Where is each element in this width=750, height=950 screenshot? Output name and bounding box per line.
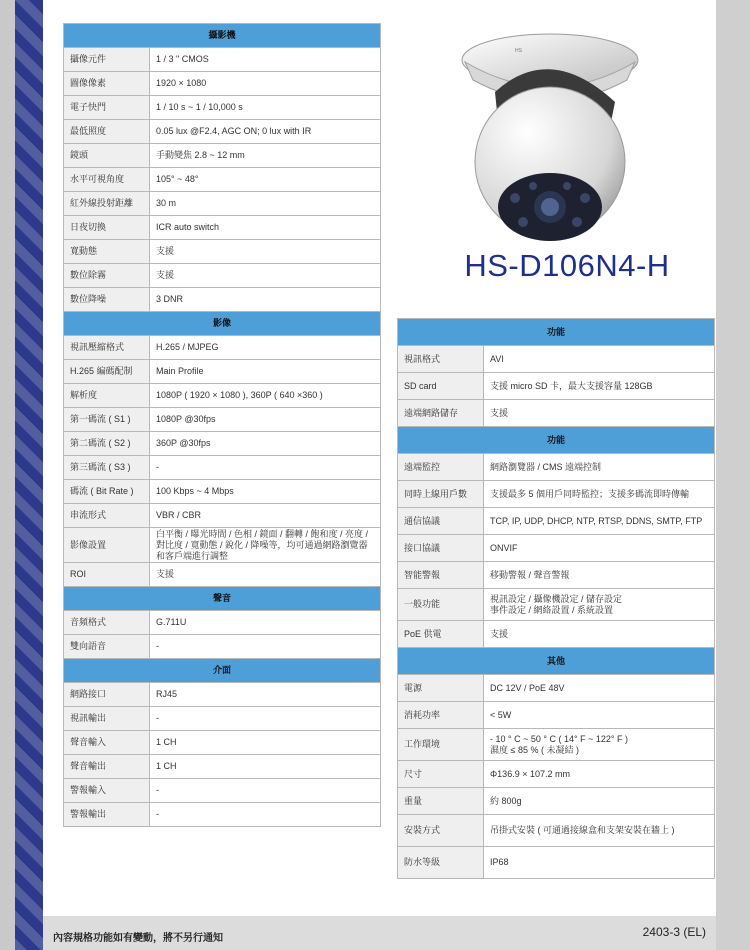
spec-label: 鏡頭 [64, 144, 150, 168]
spec-row [64, 168, 381, 192]
spec-label: 同時上線用戶數 [398, 481, 484, 508]
spec-value: - [150, 635, 381, 659]
spec-value: - [150, 707, 381, 731]
spec-label: 雙向語音 [64, 635, 150, 659]
spec-row [64, 635, 381, 659]
spec-value: 視訊設定 / 攝像機設定 / 儲存設定 事件設定 / 網絡設置 / 系統設置 [484, 589, 715, 621]
section-header [398, 648, 715, 675]
page-right-margin [716, 0, 750, 950]
section-title: 其他 [398, 648, 715, 675]
spec-label: 通信協議 [398, 508, 484, 535]
section-title: 功能 [398, 319, 715, 346]
spec-label: H.265 編碼配制 [64, 360, 150, 384]
spec-row [64, 192, 381, 216]
spec-value: 1 CH [150, 755, 381, 779]
spec-row [398, 761, 715, 788]
spec-value: 白平衡 / 曝光時間 / 色相 / 鏡面 / 翻轉 / 飽和度 / 亮度 / 對比度 / 寬動態 / 銳化 / 降噪等，均可通過網路瀏覽器和客戶端進行調整 [150, 528, 381, 563]
section-title: 攝影機 [64, 24, 381, 48]
section-title: 聲音 [64, 587, 381, 611]
section-title: 功能 [398, 427, 715, 454]
spec-label: 智能警報 [398, 562, 484, 589]
spec-label: 重量 [398, 788, 484, 815]
page-left-margin [0, 0, 15, 950]
spec-label: 聲音輸出 [64, 755, 150, 779]
spec-value: - [150, 456, 381, 480]
spec-label: ROI [64, 563, 150, 587]
spec-row [64, 216, 381, 240]
svg-text:HS: HS [515, 48, 522, 54]
spec-row [398, 589, 715, 621]
spec-row [64, 384, 381, 408]
spec-row [64, 432, 381, 456]
spec-value: 105° ~ 48° [150, 168, 381, 192]
spec-row [64, 504, 381, 528]
section-header [398, 427, 715, 454]
spec-row [398, 788, 715, 815]
section-title: 介面 [64, 659, 381, 683]
spec-value: AVI [484, 346, 715, 373]
spec-label: 警報輸出 [64, 803, 150, 827]
spec-label: 遠端監控 [398, 454, 484, 481]
spec-row [64, 408, 381, 432]
spec-label: 解析度 [64, 384, 150, 408]
spec-value: 100 Kbps ~ 4 Mbps [150, 480, 381, 504]
spec-label: 電源 [398, 675, 484, 702]
spec-label: 網路接口 [64, 683, 150, 707]
section-title: 影像 [64, 312, 381, 336]
spec-label: 第一碼流 ( S1 ) [64, 408, 150, 432]
spec-value: G.711U [150, 611, 381, 635]
spec-value: 支援 [484, 400, 715, 427]
spec-value: H.265 / MJPEG [150, 336, 381, 360]
spec-label: 視訊壓縮格式 [64, 336, 150, 360]
spec-row [64, 683, 381, 707]
spec-row [64, 563, 381, 587]
spec-row [398, 535, 715, 562]
spec-row [398, 373, 715, 400]
spec-value: RJ45 [150, 683, 381, 707]
spec-label: 碼流 ( Bit Rate ) [64, 480, 150, 504]
spec-row [64, 731, 381, 755]
spec-label: 警報輸入 [64, 779, 150, 803]
spec-value: 手動變焦 2.8 ~ 12 mm [150, 144, 381, 168]
spec-value: 移動警報 / 聲音警報 [484, 562, 715, 589]
spec-value: 1 / 3 " CMOS [150, 48, 381, 72]
spec-value: 支援最多 5 個用戶同時監控；支援多碼流即時傳輸 [484, 481, 715, 508]
spec-value: 1080P ( 1920 × 1080 ), 360P ( 640 ×360 ) [150, 384, 381, 408]
spec-value: TCP, IP, UDP, DHCP, NTP, RTSP, DDNS, SMTP, FTP [484, 508, 715, 535]
spec-label: 工作環境 [398, 729, 484, 761]
spec-row [398, 702, 715, 729]
footer-code: 2403-3 (EL) [642, 925, 706, 939]
spec-label: 數位除霧 [64, 264, 150, 288]
spec-row [64, 264, 381, 288]
spec-row [398, 400, 715, 427]
spec-row [398, 847, 715, 879]
spec-value: 支援 micro SD 卡，最大支援容量 128GB [484, 373, 715, 400]
spec-label: 音頻格式 [64, 611, 150, 635]
spec-label: 攝像元件 [64, 48, 150, 72]
spec-label: 視訊輸出 [64, 707, 150, 731]
spec-label: 紅外線投射距離 [64, 192, 150, 216]
spec-row [64, 144, 381, 168]
spec-value: Φ136.9 × 107.2 mm [484, 761, 715, 788]
spec-label: 日夜切換 [64, 216, 150, 240]
spec-value: < 5W [484, 702, 715, 729]
spec-label: 第二碼流 ( S2 ) [64, 432, 150, 456]
spec-value: 支援 [150, 240, 381, 264]
spec-row [398, 562, 715, 589]
spec-label: SD card [398, 373, 484, 400]
spec-row [64, 528, 381, 563]
spec-value: DC 12V / PoE 48V [484, 675, 715, 702]
section-header [64, 312, 381, 336]
spec-row [64, 803, 381, 827]
spec-row [64, 48, 381, 72]
spec-row [64, 240, 381, 264]
spec-label: 消耗功率 [398, 702, 484, 729]
spec-label: 安裝方式 [398, 815, 484, 847]
spec-value: - [150, 803, 381, 827]
spec-value: - 10 ° C ~ 50 ° C ( 14° F ~ 122° F ) 濕度 ≤ 85 % ( 未凝結 ) [484, 729, 715, 761]
spec-row [64, 288, 381, 312]
spec-value: IP68 [484, 847, 715, 879]
spec-row [64, 336, 381, 360]
spec-row [64, 72, 381, 96]
spec-label: 寬動態 [64, 240, 150, 264]
model-name: HS-D106N4-H [464, 248, 670, 283]
spec-label: 影像設置 [64, 528, 150, 563]
spec-row [64, 755, 381, 779]
spec-row [64, 779, 381, 803]
spec-row [398, 815, 715, 847]
spec-value: 支援 [150, 264, 381, 288]
section-header [64, 659, 381, 683]
decorative-side-stripe [15, 0, 43, 950]
spec-value: - [150, 779, 381, 803]
spec-row [64, 611, 381, 635]
spec-value: 360P @30fps [150, 432, 381, 456]
spec-row [398, 346, 715, 373]
spec-label: 水平可視角度 [64, 168, 150, 192]
spec-row [398, 675, 715, 702]
spec-value: ICR auto switch [150, 216, 381, 240]
spec-row [398, 729, 715, 761]
spec-label: 圖像像素 [64, 72, 150, 96]
spec-row [64, 120, 381, 144]
spec-value: 1 / 10 s ~ 1 / 10,000 s [150, 96, 381, 120]
spec-row [398, 481, 715, 508]
spec-value: 1080P @30fps [150, 408, 381, 432]
spec-label: 數位降噪 [64, 288, 150, 312]
spec-value: 支援 [150, 563, 381, 587]
footer-bar [43, 916, 716, 950]
spec-value: 3 DNR [150, 288, 381, 312]
spec-label: 一般功能 [398, 589, 484, 621]
spec-label: 防水等級 [398, 847, 484, 879]
spec-label: 串流形式 [64, 504, 150, 528]
spec-row [64, 96, 381, 120]
spec-label: 尺寸 [398, 761, 484, 788]
spec-value: 吊掛式安裝 ( 可通過接線盒和支架安裝在牆上 ) [484, 815, 715, 847]
spec-value: 網路瀏覽器 / CMS 遠端控制 [484, 454, 715, 481]
spec-value: 1920 × 1080 [150, 72, 381, 96]
spec-value: Main Profile [150, 360, 381, 384]
spec-row [398, 508, 715, 535]
spec-value: ONVIF [484, 535, 715, 562]
spec-label: 最低照度 [64, 120, 150, 144]
spec-value: 支援 [484, 621, 715, 648]
spec-row [64, 456, 381, 480]
spec-label: 聲音輸入 [64, 731, 150, 755]
spec-table-right [397, 318, 715, 879]
footer-notice: 內容規格功能如有變動，將不另行通知 [53, 933, 223, 944]
spec-label: 第三碼流 ( S3 ) [64, 456, 150, 480]
spec-row [398, 621, 715, 648]
spec-row [64, 707, 381, 731]
spec-label: 接口協議 [398, 535, 484, 562]
spec-value: 30 m [150, 192, 381, 216]
section-header [64, 24, 381, 48]
spec-value: VBR / CBR [150, 504, 381, 528]
section-header [64, 587, 381, 611]
spec-label: 視訊格式 [398, 346, 484, 373]
spec-row [64, 360, 381, 384]
spec-row [64, 480, 381, 504]
spec-label: 遠端網路儲存 [398, 400, 484, 427]
spec-label: 電子快門 [64, 96, 150, 120]
dome-camera-image [455, 22, 645, 242]
spec-value: 1 CH [150, 731, 381, 755]
spec-row [398, 454, 715, 481]
section-header [398, 319, 715, 346]
spec-label: PoE 供電 [398, 621, 484, 648]
spec-table-left [63, 23, 381, 827]
spec-value: 約 800g [484, 788, 715, 815]
spec-value: 0.05 lux @F2.4, AGC ON; 0 lux with IR [150, 120, 381, 144]
